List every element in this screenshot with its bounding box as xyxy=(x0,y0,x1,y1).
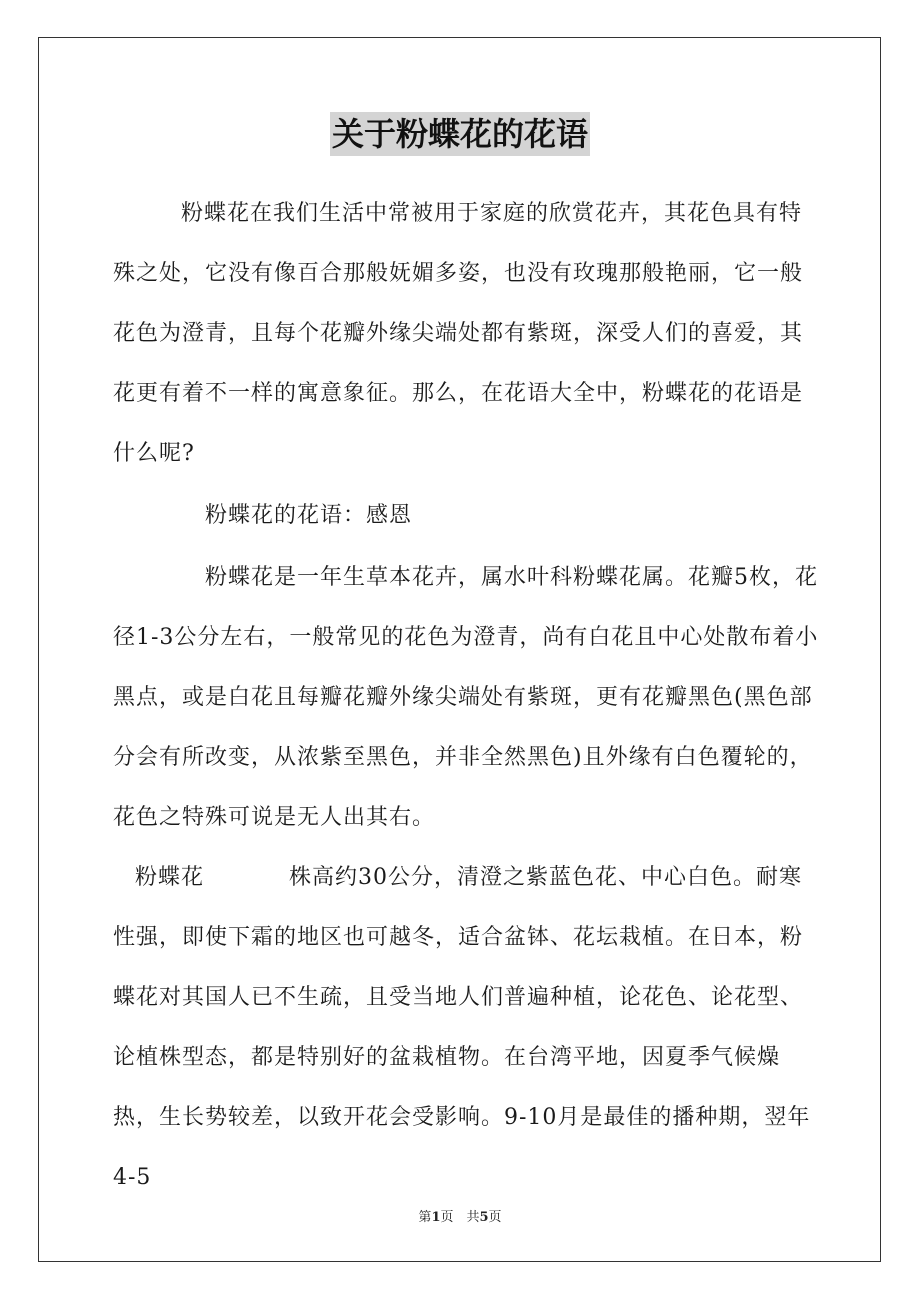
footer-suffix: 页 xyxy=(488,1210,502,1225)
paragraph-label: 粉蝶花 xyxy=(135,865,205,890)
footer-mid: 页 共 xyxy=(440,1210,480,1225)
paragraph-description: 粉蝶花是一年生草本花卉，属水叶科粉蝶花属。花瓣5枚，花径1-3公分左右，一般常见的花色为澄青，尚有白花且中心处散布着小黑点，或是白花且每瓣花瓣外缘尖端处有紫斑，更有花瓣黑色(黑色部分会有所改变，从浓紫至黑色，并非全然黑色)且外缘有白色覆轮的，花色之特殊可说是无人出其右。 xyxy=(113,565,819,830)
title-container xyxy=(0,112,920,156)
document-title: 关于粉蝶花的花语 xyxy=(330,112,590,156)
page-footer xyxy=(0,1206,920,1225)
footer-prefix: 第 xyxy=(418,1210,432,1225)
paragraph-care xyxy=(113,848,823,1208)
paragraph-intro: 粉蝶花在我们生活中常被用于家庭的欣赏花卉，其花色具有特殊之处，它没有像百合那般妩媚多姿，也没有玫瑰那般艳丽，它一般花色为澄青，且每个花瓣外缘尖端处都有紫斑，深受人们的喜爱，其花更有着不一样的寓意象征。那么，在花语大全中，粉蝶花的花语是什么呢? xyxy=(113,201,804,466)
paragraph-flower-language: 粉蝶花的花语：感恩 xyxy=(205,503,413,528)
paragraph-care-text: 株高约30公分，清澄之紫蓝色花、中心白色。耐寒性强，即使下霜的地区也可越冬，适合盆钵、花坛栽植。在日本，粉蝶花对其国人已不生疏，且受当地人们普遍种植，论花色、论花型、论植株型态，都是特别好的盆栽植物。在台湾平地，因夏季气候燥热，生长势较差，以致开花会受影响。9-10月是最佳的播种期，翌年4-5 xyxy=(113,865,811,1190)
footer-total-pages: 5 xyxy=(479,1210,489,1225)
footer-current-page: 1 xyxy=(431,1210,441,1225)
